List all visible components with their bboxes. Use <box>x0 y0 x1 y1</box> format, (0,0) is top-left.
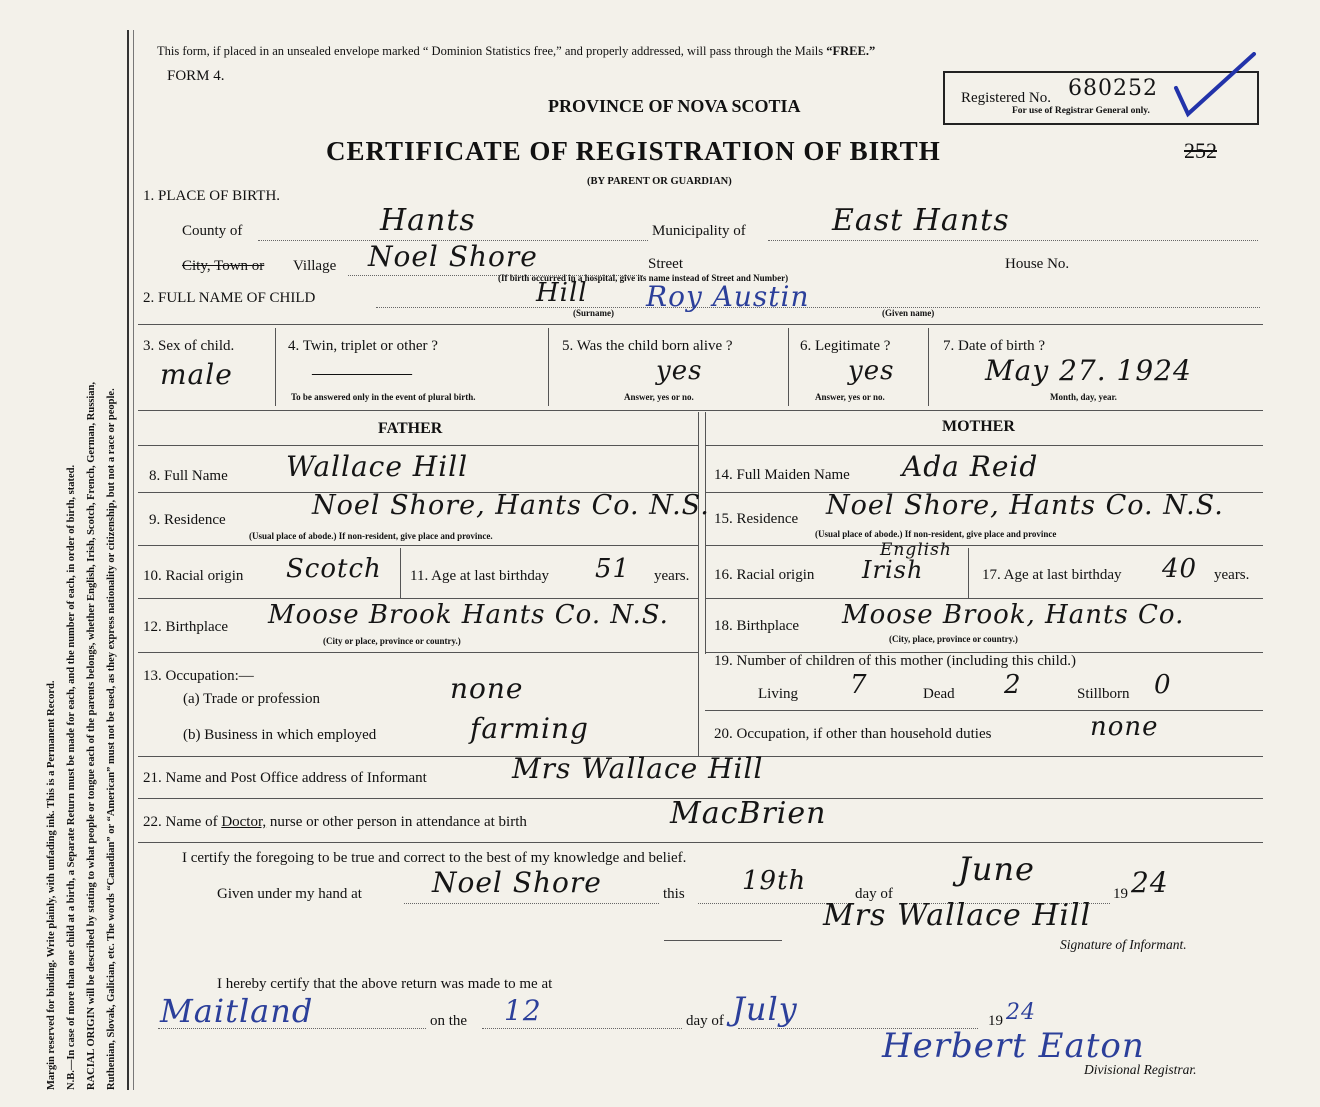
child-surname: Hill <box>536 278 588 308</box>
margin-rule-inner <box>133 30 134 1090</box>
street-label: Street <box>648 256 683 272</box>
mail-notice <box>157 44 875 59</box>
mother-residence-label: 15. Residence <box>714 511 799 527</box>
living-label: Living <box>758 686 798 702</box>
father-age-value: 51 <box>595 554 631 584</box>
father-residence-note: (Usual place of abode.) If non-resident, give place and province. <box>249 531 493 541</box>
margin-rule <box>127 30 129 1090</box>
doctor-label-pre: 22. Name of <box>143 814 218 830</box>
informant-label: 21. Name and Post Office address of Informant <box>143 770 427 786</box>
mother-birthplace-value: Moose Brook, Hants Co. <box>842 600 1185 630</box>
legitimate-label: 6. Legitimate ? <box>800 338 891 354</box>
mother-name-value: Ada Reid <box>902 450 1039 483</box>
mother-heading: MOTHER <box>942 418 1015 435</box>
trade-label: (a) Trade or profession <box>183 691 321 707</box>
doctor-value: MacBrien <box>670 796 827 831</box>
side-note-3: RACIAL ORIGIN will be described by stating to what people or tongue each of the parents belongs, whether English, Irish, Scotch, French, German, Russian, <box>86 381 97 1090</box>
informant-signature: Mrs Wallace Hill <box>823 898 1092 933</box>
corner-mark: 252 <box>1184 138 1217 163</box>
alive-value: yes <box>656 356 703 386</box>
twin-value: ————— <box>312 362 412 384</box>
father-residence-value: Noel Shore, Hants Co. N.S. <box>312 490 710 521</box>
alive-label: 5. Was the child born alive ? <box>562 338 733 354</box>
mother-birthplace-label: 18. Birthplace <box>714 618 799 634</box>
mother-years: years. <box>1214 567 1250 583</box>
father-name-value: Wallace Hill <box>286 450 469 483</box>
village-label: Village <box>293 258 337 274</box>
city-town-label: City, Town or <box>182 258 265 274</box>
mother-age-label: 17. Age at last birthday <box>982 567 1122 583</box>
twin-note: To be answered only in the event of plural birth. <box>291 392 476 402</box>
mother-name-label: 14. Full Maiden Name <box>714 467 850 483</box>
child-name-label: 2. FULL NAME OF CHILD <box>143 290 316 306</box>
sex-label: 3. Sex of child. <box>143 338 235 354</box>
stillborn-label: Stillborn <box>1077 686 1130 702</box>
mother-birthplace-note: (City, place, province or country.) <box>889 634 1018 644</box>
side-note-4: Ruthenian, Slovak, Galician, etc. The words “Canadian” or “American” must not be used, as they express nationality or citizenship, but not a race or people. <box>106 388 117 1090</box>
doctor-label-post: nurse or other person in attendance at birth <box>269 814 527 830</box>
given-caption: (Given name) <box>882 308 935 318</box>
place-section: 1. PLACE OF BIRTH. <box>143 188 281 204</box>
hospital-note: (If birth occurred in a hospital, give its name instead of Street and Number) <box>498 273 789 283</box>
mail-notice-text: This form, if placed in an unsealed envelope marked “ Dominion Statistics free,” and properly addressed, will pass through the Mails <box>157 44 824 58</box>
mother-occupation-value: none <box>1090 712 1159 742</box>
municipality-label: Municipality of <box>652 223 746 239</box>
registrar-month: July <box>732 990 798 1028</box>
county-label: County of <box>182 223 243 239</box>
given-label: Given under my hand at <box>217 886 362 902</box>
mother-race-value: Irish <box>862 556 924 584</box>
dob-note: Month, day, year. <box>1050 392 1117 402</box>
registrar-signature: Herbert Eaton <box>882 1026 1145 1066</box>
father-name-label: 8. Full Name <box>149 468 228 484</box>
registrar-caption: Divisional Registrar. <box>1084 1062 1197 1077</box>
dead-label: Dead <box>923 686 955 702</box>
given-place: Noel Shore <box>432 866 602 899</box>
center-divider <box>698 412 699 654</box>
legitimate-value: yes <box>848 356 895 386</box>
children-label: 19. Number of children of this mother (including this child.) <box>714 653 1077 669</box>
dob-label: 7. Date of birth ? <box>943 338 1046 354</box>
certify-year-suffix: 24 <box>1131 866 1169 899</box>
father-years: years. <box>654 568 690 584</box>
check-mark-icon <box>1172 52 1258 127</box>
twin-label: 4. Twin, triplet or other ? <box>288 338 438 354</box>
registered-number: 680252 <box>1068 76 1158 101</box>
mother-race-label: 16. Racial origin <box>714 567 815 583</box>
village-value: Noel Shore <box>368 240 538 273</box>
certify-month: June <box>958 850 1035 888</box>
doctor-label-doctor: Doctor, <box>221 814 267 830</box>
dob-value: May 27. 1924 <box>985 354 1192 387</box>
certify-statement: I certify the foregoing to be true and correct to the best of my knowledge and belief. <box>182 850 687 866</box>
doctor-label <box>143 814 527 831</box>
mother-race-above: English <box>880 540 952 560</box>
father-occupation-label: 13. Occupation:— <box>143 668 254 684</box>
informant-value: Mrs Wallace Hill <box>512 752 764 785</box>
registrar-statement: I hereby certify that the above return was made to me at <box>217 976 553 992</box>
form-number: FORM 4. <box>167 68 225 84</box>
registrar-year-prefix: 19 <box>988 1013 1003 1029</box>
business-value: farming <box>470 712 589 745</box>
father-race-label: 10. Racial origin <box>143 568 244 584</box>
registrar-use-note: For use of Registrar General only. <box>1012 106 1150 116</box>
legitimate-note: Answer, yes or no. <box>815 392 885 402</box>
county-value: Hants <box>380 203 476 238</box>
business-label: (b) Business in which employed <box>183 727 377 743</box>
child-given-name: Roy Austin <box>646 280 810 313</box>
registrar-on-the: on the <box>430 1013 468 1029</box>
surname-caption: (Surname) <box>573 308 614 318</box>
registrar-year-suffix: 24 <box>1006 1000 1036 1025</box>
father-birthplace-value: Moose Brook Hants Co. N.S. <box>268 600 669 630</box>
father-birthplace-label: 12. Birthplace <box>143 619 228 635</box>
stillborn-value: 0 <box>1154 670 1172 700</box>
mother-residence-value: Noel Shore, Hants Co. N.S. <box>826 490 1224 521</box>
registrar-day-of: day of <box>686 1013 724 1029</box>
sex-value: male <box>160 358 233 391</box>
father-residence-label: 9. Residence <box>149 512 226 528</box>
side-note-2: N.B.—In case of more than one child at a birth, a Separate Return must be made for each, and the number of each, in order of birth, stated. <box>66 464 77 1090</box>
page-title: CERTIFICATE OF REGISTRATION OF BIRTH <box>326 136 941 166</box>
registered-label: Registered No. <box>961 90 1051 106</box>
registrar-place: Maitland <box>160 992 314 1030</box>
dead-value: 2 <box>1004 670 1022 700</box>
page-subtitle: (BY PARENT OR GUARDIAN) <box>587 176 732 187</box>
father-birthplace-note: (City or place, province or country.) <box>323 636 461 646</box>
informant-signature-caption: Signature of Informant. <box>1060 937 1187 952</box>
this-label: this <box>663 886 685 902</box>
father-race-value: Scotch <box>286 554 382 584</box>
house-label: House No. <box>1005 256 1070 272</box>
province-heading: PROVINCE OF NOVA SCOTIA <box>548 96 801 116</box>
mother-residence-note: (Usual place of abode.) If non-resident, give place and province <box>815 529 1057 539</box>
side-note-1: Margin reserved for binding. Write plainly, with unfading ink. This is a Permanent Record. <box>46 680 57 1090</box>
alive-note: Answer, yes or no. <box>624 392 694 402</box>
father-age-label: 11. Age at last birthday <box>410 568 549 584</box>
father-heading: FATHER <box>378 420 443 437</box>
trade-value: none <box>450 672 524 705</box>
mail-free: “FREE.” <box>826 44 876 58</box>
living-value: 7 <box>850 670 868 700</box>
mother-occupation-label: 20. Occupation, if other than household duties <box>714 726 992 742</box>
certify-day: 19th <box>742 866 807 896</box>
mother-age-value: 40 <box>1162 554 1198 584</box>
certify-year-prefix: 19 <box>1113 886 1128 902</box>
certify-day-of: day of <box>855 886 893 902</box>
municipality-value: East Hants <box>832 203 1010 238</box>
registrar-day: 12 <box>504 994 542 1027</box>
